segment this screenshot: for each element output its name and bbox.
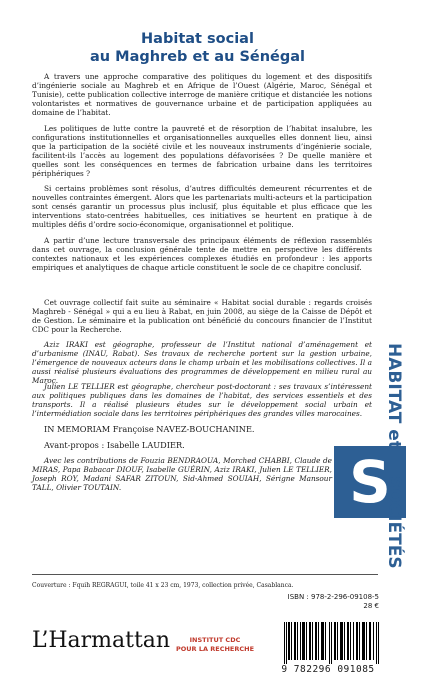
summary-paragraph-1: A travers une approche comparative des politiques du logement et des dispositifs d’ingénierie sociale au Maghreb et en Afrique de l’Ouest (Algérie, Maroc, Sénégal et Tunisie), cette publication collective interroge de manière critique et distanciée les notions volontaristes et normatives de gouvernance urbaine et de participation appliquées au domaine de l’habitat.	[32, 72, 372, 118]
summary-paragraph-2: Les politiques de lutte contre la pauvreté et de résorption de l’habitat insalubre, les configurations institutionnelles et organisationnelles auxquelles elles donnent lieu, ainsi que la participation de la société civile et les nouveaux instruments d’ingénierie sociale, facilitent-ils l’accès au logement des populations défavorisées ? De quelle manière et quelles sont les conséquences en termes de fabrication urbaine dans les territoires périphériques ?	[32, 124, 372, 179]
book-title-line2: au Maghreb et au Sénégal	[89, 49, 306, 65]
summary-paragraph-3: Si certains problèmes sont résolus, d’autres difficultés demeurent récurrentes et de nouvelles contraintes émergent. Alors que les partenariats multi-acteurs et la participation sont censés garantir un processus plus inclusif, plus équitable et plus efficace que les interventions stato-centrées habituelles, ces initiatives se heurtent en pratique à de multiples défis d’ordre socio-économique, organisationnel et politique.	[32, 184, 372, 230]
author-bio-iraki: Aziz IRAKI est géographe, professeur de l’Institut national d’aménagement et d’urbanisme (INAU, Rabat). Ses travaux de recherche portent sur la gestion urbaine, l’émergence de nouveaux acteurs dans le champ urbain et les mobilisations collectives. Il a aussi réalisé plusieurs évaluations des programmes de développement en milieu rural au Maroc.	[32, 340, 372, 386]
series-name-bottom: SOCIÉTÉS	[384, 476, 404, 569]
institut-cdc-logo	[172, 636, 258, 654]
series-name-top: HABITAT et	[384, 343, 404, 449]
in-memoriam: IN MEMORIAM Françoise NAVEZ-BOUCHANINE.	[44, 424, 255, 434]
publisher-logo: L’Harmattan	[32, 628, 171, 653]
cover-credit: Couverture : Fquih REGRAGUI, toile 41 x 23 cm, 1973, collection privée, Casablanca.	[32, 582, 294, 589]
price: 28 €	[363, 602, 379, 610]
cdc-line1: INSTITUT CDC	[189, 636, 241, 644]
summary-paragraph-4: A partir d’une lecture transversale des principaux éléments de réflexion rassemblés dans cet ouvrage, la conclusion générale tente de mettre en perspective les différents contextes nationaux et les expériences complexes étudiés en profondeur : les apports empiriques et analytiques de chaque article constituent le socle de ce chapitre conclusif.	[32, 236, 372, 273]
barcode-number: 9 782296 091085	[281, 664, 375, 675]
book-title-line1: Habitat social	[141, 31, 254, 47]
author-bio-le-tellier: Julien LE TELLIER est géographe, chercheur post-doctorant : ses travaux s’intéressent aux politiques publiques dans les domaines de l’habitat, des services essentiels et des transports. Il a réalisé plusieurs études sur le développement social urbain et l’intermédiation sociale dans les territoires périphériques des grandes villes marocaines.	[32, 382, 372, 419]
cdc-line2: POUR LA RECHERCHE	[175, 645, 255, 653]
barcode	[284, 622, 379, 664]
isbn: ISBN : 978-2-296-09108-5	[287, 593, 379, 601]
seminar-paragraph: Cet ouvrage collectif fait suite au séminaire « Habitat social durable : regards croisés Maghreb - Sénégal » qui a eu lieu à Rabat, en juin 2008, au siège de la Caisse de Dépôt et de Gestion. Le séminaire et la publication ont bénéficié du concours financier de l’Institut CDC pour la Recherche.	[32, 298, 372, 335]
contributors-list: Avec les contributions de Fouzia BENDRAOUA, Morched CHABBI, Claude de MIRAS, Papa Babacar DIOUF, Isabelle GUÉRIN, Aziz IRAKI, Julien LE TELLIER, Joseph ROY, Madani SAFAR ZITOUN, Sid-Ahmed SOUIAH, Sérigne Mansour TALL, Olivier TOUTAIN.	[32, 456, 332, 493]
divider	[32, 574, 378, 575]
series-logo-s: S	[334, 446, 406, 518]
avant-propos: Avant-propos : Isabelle LAUDIER.	[44, 440, 185, 450]
